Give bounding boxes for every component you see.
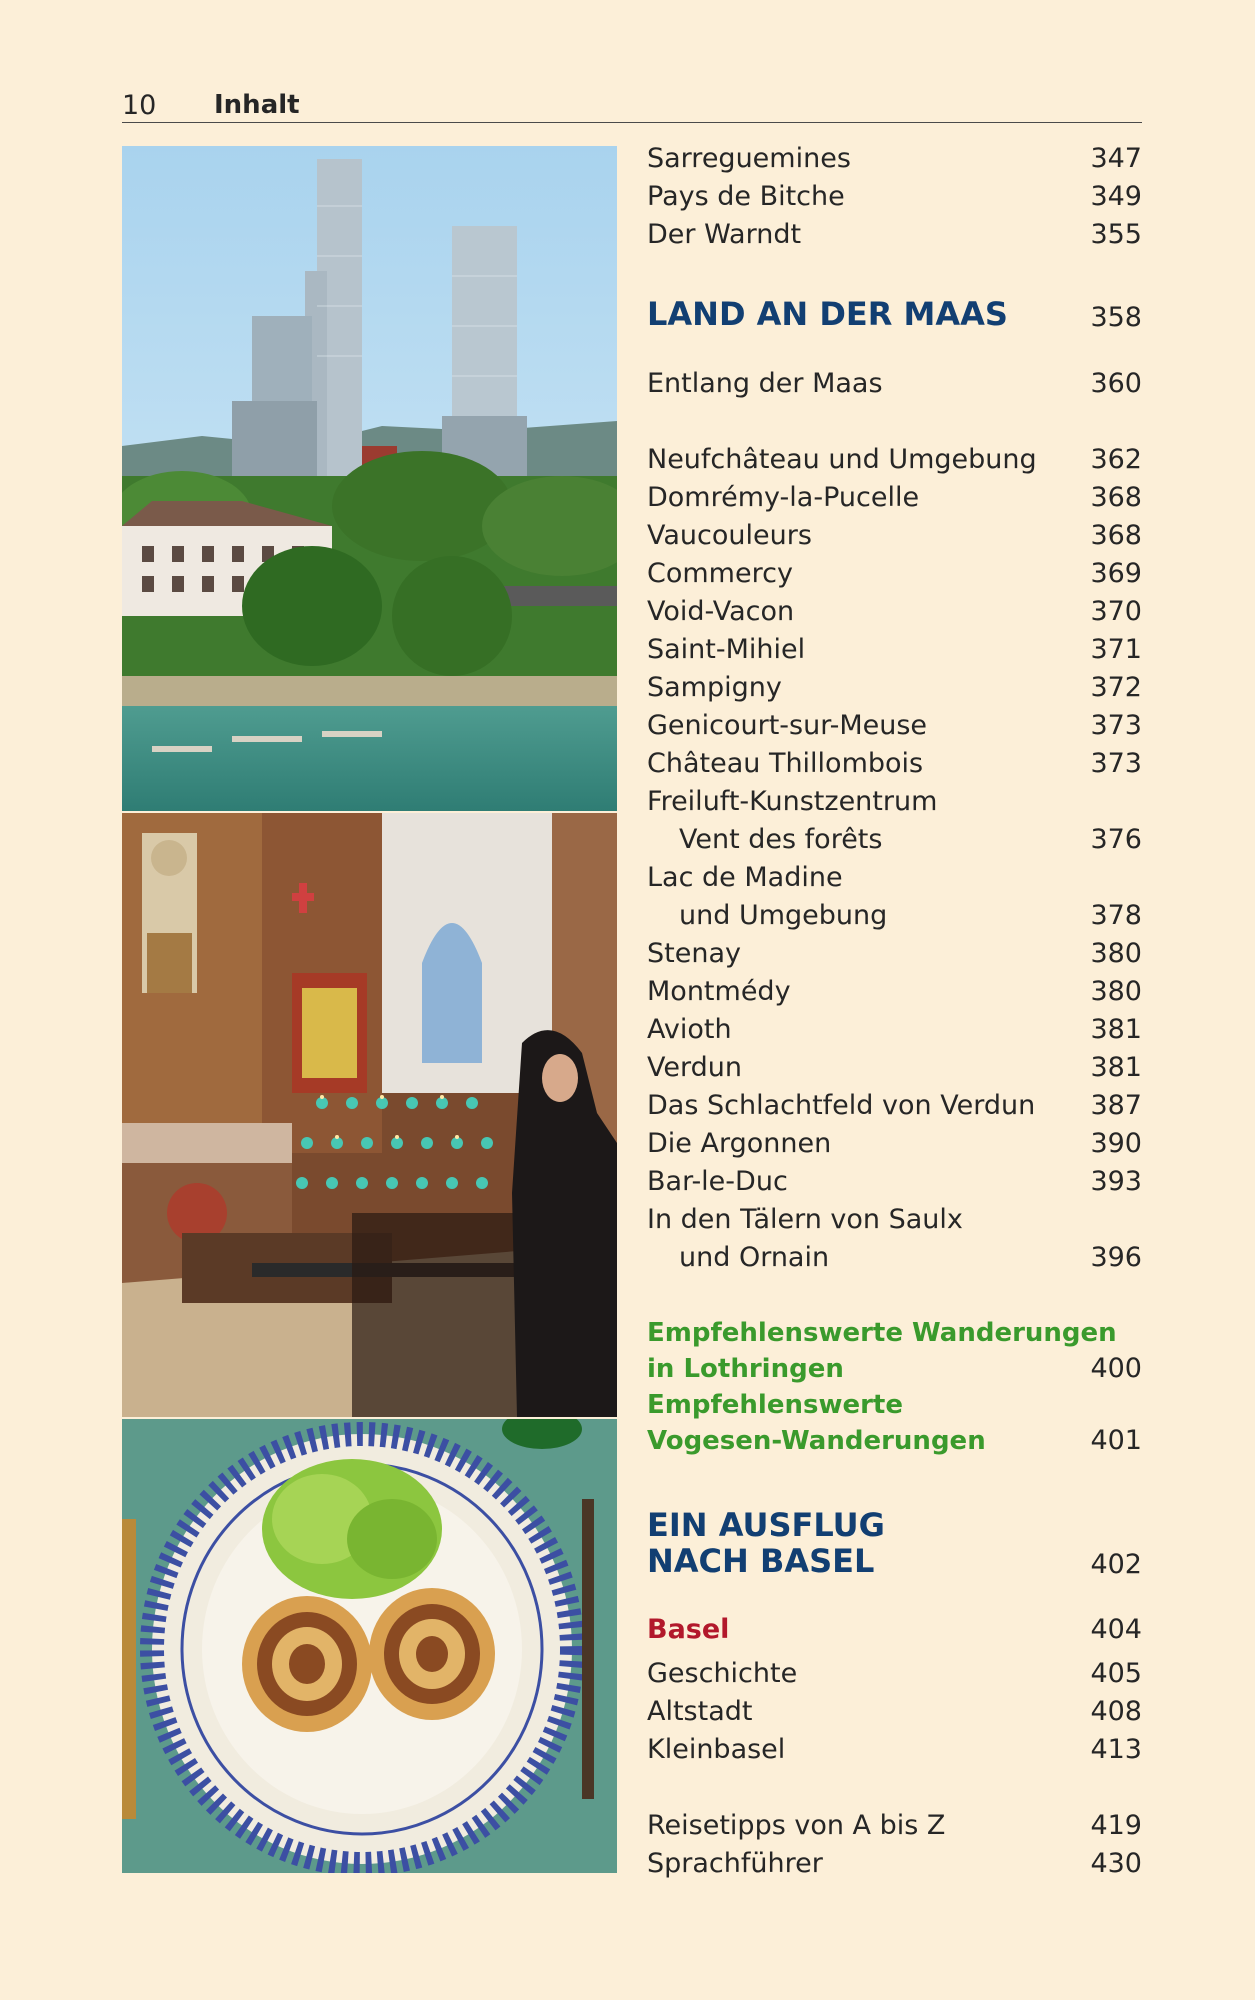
toc-entry-title: Montmédy: [647, 976, 791, 1007]
church-candles-photo: [122, 813, 617, 1417]
toc-entry-title: Commercy: [647, 558, 793, 589]
toc-entry-page: 396: [1090, 1242, 1142, 1273]
toc-entry-title: Saint-Mihiel: [647, 634, 806, 665]
toc-entry-title: Das Schlachtfeld von Verdun: [647, 1090, 1036, 1121]
toc-entry-page: 349: [1090, 181, 1142, 212]
toc-entry-page: 401: [1090, 1425, 1142, 1456]
toc-entry-title: Vent des forêts: [679, 824, 883, 855]
toc-entry-page: 408: [1090, 1696, 1142, 1727]
toc-entry-title: Pays de Bitche: [647, 181, 845, 212]
toc-entry-title: Verdun: [647, 1052, 742, 1083]
toc-entry-page: 368: [1090, 482, 1142, 513]
toc-entry-page: 402: [1090, 1549, 1142, 1580]
toc-entry-title: Neufchâteau und Umgebung: [647, 444, 1037, 475]
toc-entry-title: und Ornain: [679, 1242, 830, 1273]
toc-entry-title: Stenay: [647, 938, 741, 969]
toc-entry-title: Altstadt: [647, 1696, 753, 1727]
toc-entry-page: 381: [1090, 1052, 1142, 1083]
toc-entry-page: 390: [1090, 1128, 1142, 1159]
toc-entry-title: Sarreguemines: [647, 143, 851, 174]
toc-entry-title: und Umgebung: [679, 900, 888, 931]
toc-entry-title: Freiluft-Kunstzentrum: [647, 786, 938, 817]
toc-entry-title: NACH BASEL: [647, 1542, 875, 1580]
page-number: 10: [122, 90, 157, 121]
toc-entry-page: 369: [1090, 558, 1142, 589]
toc-entry-title: Sprachführer: [647, 1848, 823, 1879]
toc-entry-page: 405: [1090, 1658, 1142, 1689]
toc-entry-page: 380: [1090, 938, 1142, 969]
toc-entry-title: Basel: [647, 1614, 730, 1645]
toc-entry-title: Empfehlenswerte Wanderungen: [647, 1318, 1117, 1348]
toc-entry-page: 404: [1090, 1614, 1142, 1645]
toc-entry-title: Void-Vacon: [647, 596, 795, 627]
toc-entry-title: Avioth: [647, 1014, 732, 1045]
toc-entry-page: 368: [1090, 520, 1142, 551]
toc-entry-page: 387: [1090, 1090, 1142, 1121]
toc-entry-title: Entlang der Maas: [647, 368, 883, 399]
toc-entry-title: Die Argonnen: [647, 1128, 832, 1159]
toc-entry-page: 360: [1090, 368, 1142, 399]
toc-entry-title: Reisetipps von A bis Z: [647, 1810, 946, 1841]
toc-entry-title: LAND AN DER MAAS: [647, 295, 1008, 333]
toc-entry-page: 400: [1090, 1353, 1142, 1384]
toc-entry-page: 380: [1090, 976, 1142, 1007]
toc-entry-title: Bar-le-Duc: [647, 1166, 788, 1197]
toc-entry-title: Domrémy-la-Pucelle: [647, 482, 920, 513]
toc-entry-page: 430: [1090, 1848, 1142, 1879]
basel-skyline-photo: [122, 146, 617, 811]
toc-entry-page: 381: [1090, 1014, 1142, 1045]
toc-entry-page: 347: [1090, 143, 1142, 174]
toc-entry-title: in Lothringen: [647, 1354, 844, 1384]
toc-entry-title: Empfehlenswerte: [647, 1390, 903, 1420]
table-of-contents: [647, 0, 1142, 2000]
toc-entry-page: 413: [1090, 1734, 1142, 1765]
toc-entry-page: 393: [1090, 1166, 1142, 1197]
header-title: Inhalt: [214, 90, 300, 120]
toc-entry-title: Lac de Madine: [647, 862, 843, 893]
toc-entry-title: EIN AUSFLUG: [647, 1506, 885, 1544]
toc-entry-title: Geschichte: [647, 1658, 798, 1689]
toc-entry-title: Vogesen-Wanderungen: [647, 1426, 986, 1456]
plate-food-photo: [122, 1419, 617, 1873]
toc-entry-title: Sampigny: [647, 672, 782, 703]
toc-entry-page: 378: [1090, 900, 1142, 931]
toc-entry-page: 358: [1090, 302, 1142, 333]
toc-entry-page: 362: [1090, 444, 1142, 475]
toc-entry-page: 376: [1090, 824, 1142, 855]
toc-entry-page: 355: [1090, 219, 1142, 250]
toc-entry-page: 370: [1090, 596, 1142, 627]
toc-entry-page: 373: [1090, 748, 1142, 779]
toc-entry-title: Kleinbasel: [647, 1734, 786, 1765]
toc-entry-title: Vaucouleurs: [647, 520, 812, 551]
toc-entry-title: Der Warndt: [647, 219, 802, 250]
toc-entry-title: Genicourt-sur-Meuse: [647, 710, 928, 741]
toc-entry-page: 371: [1090, 634, 1142, 665]
toc-entry-title: In den Tälern von Saulx: [647, 1204, 963, 1235]
toc-entry-page: 373: [1090, 710, 1142, 741]
toc-entry-page: 419: [1090, 1810, 1142, 1841]
toc-entry-title: Château Thillombois: [647, 748, 924, 779]
toc-entry-page: 372: [1090, 672, 1142, 703]
